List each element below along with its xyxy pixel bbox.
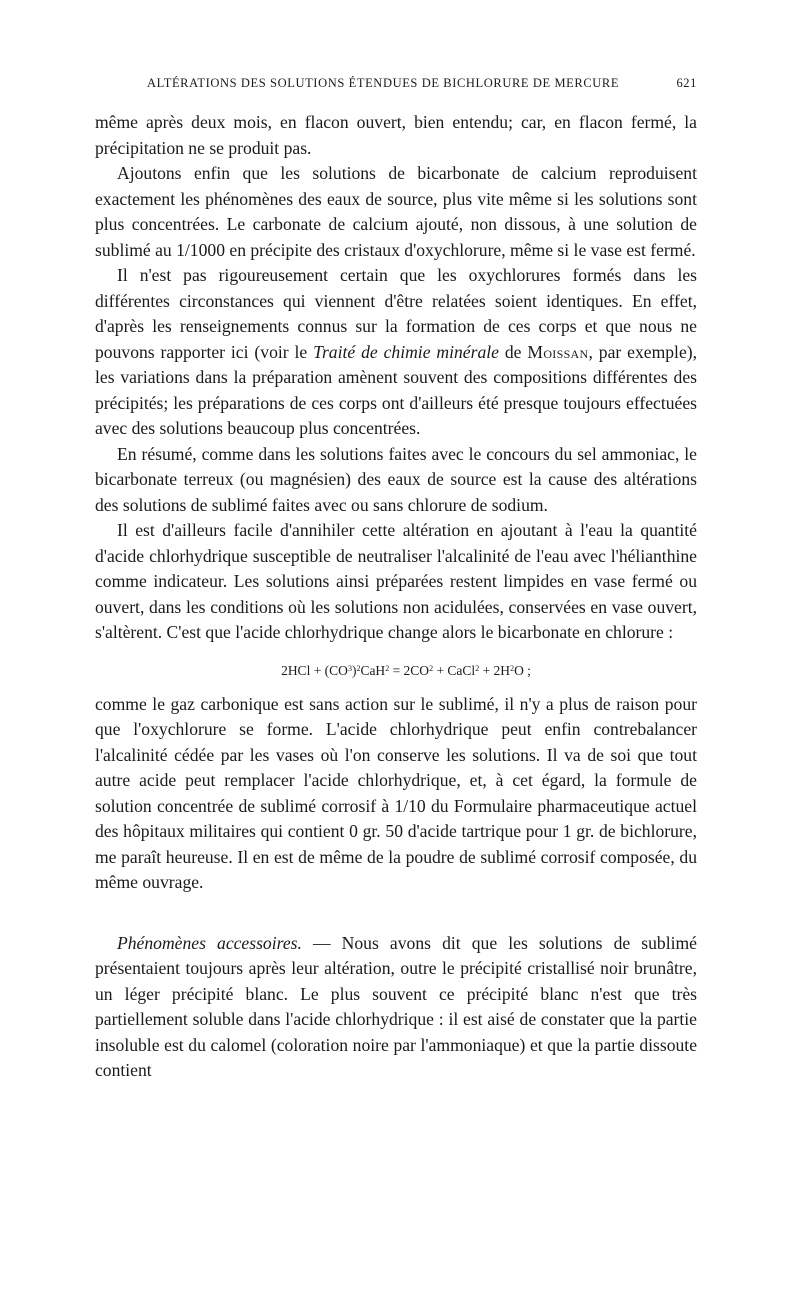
paragraph-5: Il est d'ailleurs facile d'annihiler cette altération en ajoutant à l'eau la quantité d'acide chlorhydrique susceptible de neutraliser l'alcalinité de l'eau avec l'hélianthine comme indicateur. Les solutions ainsi préparées restent limpides en vase fermé ou ouvert, dans les conditions où les solutions non acidulées, conservées en vase ouvert, s'altèrent. C'est que l'acide chlorhydrique change alors le bicarbonate en chlorure : bbox=[95, 520, 697, 642]
section-gap bbox=[95, 896, 697, 931]
running-header bbox=[95, 76, 697, 110]
paragraph-3 bbox=[95, 263, 697, 442]
document-page bbox=[95, 76, 697, 1084]
author-name: Moissan bbox=[527, 341, 589, 362]
paragraph-3-text-a: Il n'est pas rigoureusement certain que les oxychlorures formés dans les différentes circonstances qui viennent d'être relatées soient identiques. En effet, d'après les renseignements connus sur la formation de ces corps et que nous ne pouvons rapporter ici (voir le bbox=[95, 265, 697, 362]
paragraph-2: Ajoutons enfin que les solutions de bicarbonate de calcium reproduisent exactement les phénomènes des eaux de source, plus vite même si les solutions sont plus concentrées. Le carbonate de calcium ajouté, non dissous, à une solution de sublimé au 1/1000 en précipite des cristaux d'oxychlorure, même si le vase est fermé. bbox=[95, 163, 697, 260]
paragraph-3-text-c: , par exemple), les variations dans la préparation amènent souvent des compositions différentes des précipités; les préparations de ces corps ont d'ailleurs été presque toujours effectuées avec des solutions beaucoup plus concentrées. bbox=[95, 341, 698, 438]
chemical-equation: $2HCl + (CO^3)^2CaH^2 = 2CO^2$ + CaCl$^2$ + $2H^2O$ ; bbox=[281, 662, 531, 678]
running-title: ALTÉRATIONS DES SOLUTIONS ÉTENDUES DE BICHLORURE DE MERCURE bbox=[147, 76, 620, 90]
paragraph-1: même après deux mois, en flacon ouvert, bien entendu; car, en flacon fermé, la précipitation ne se produit pas. bbox=[95, 112, 697, 158]
paragraph-3-text-b: de bbox=[498, 341, 528, 362]
paragraph-4: En résumé, comme dans les solutions faites avec le concours du sel ammoniac, le bicarbonate terreux (ou magnésien) des eaux de source est la cause des altérations des solutions de sublimé faites avec ou sans chlorure de sodium. bbox=[95, 443, 697, 515]
paragraph-7-text: — Nous avons dit que les solutions de sublimé présentaient toujours après leur altération, outre le précipité cristallisé noir brunâtre, un léger précipité blanc. Le plus souvent ce précipité blanc n'est que très partiellement soluble dans l'acide chlorhydrique : il est aisé de constater que la partie insoluble est du calomel (coloration noire par l'ammoniaque) et que la partie dissoute contient bbox=[95, 932, 697, 1080]
body-text bbox=[95, 110, 697, 1084]
book-title: Traité de chimie minérale bbox=[313, 341, 499, 362]
section-heading: Phénomènes accessoires. bbox=[117, 932, 302, 953]
paragraph-6: comme le gaz carbonique est sans action sur le sublimé, il n'y a plus de raison pour que l'oxychlorure se forme. L'acide chlorhydrique peut enfin contrebalancer l'alcalinité cédée par les vases où l'on conserve les solutions. Il va de soi que tout autre acide peut remplacer l'acide chlorhydrique, et, à cet égard, la formule de solution concentrée de sublimé corrosif à 1/10 du Formulaire pharmaceutique actuel des hôpitaux militaires qui contient 0 gr. 50 d'acide tartrique pour 1 gr. de bichlorure, me paraît heureuse. Il en est de même de la poudre de sublimé corrosif composée, du même ouvrage. bbox=[95, 693, 697, 892]
paragraph-7 bbox=[95, 931, 697, 1084]
page-number: 621 bbox=[676, 76, 697, 90]
